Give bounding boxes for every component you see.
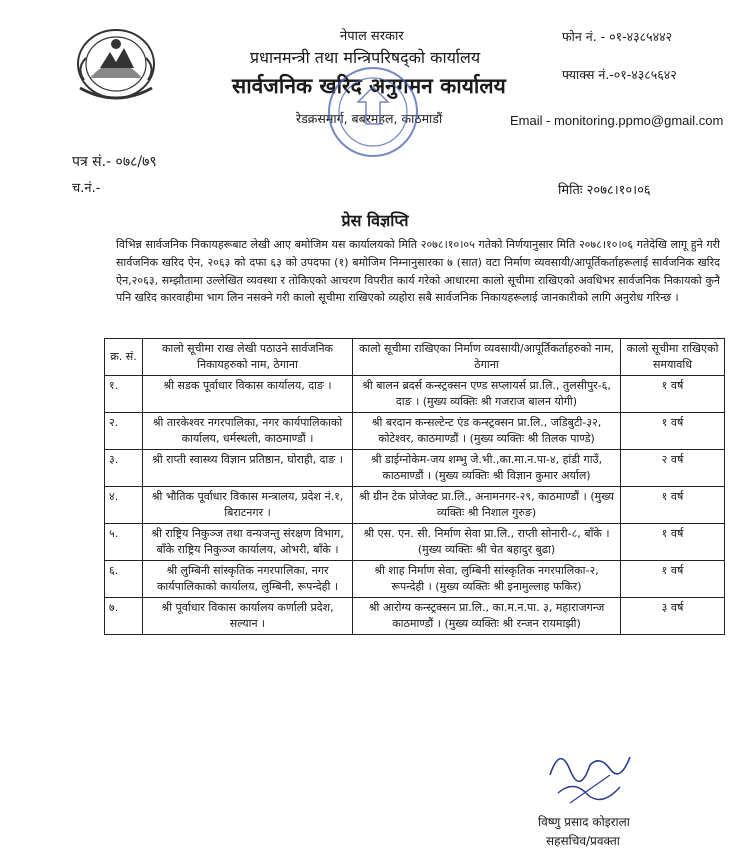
- serial-number: ७.: [105, 598, 143, 635]
- signatory-name: विष्णु प्रसाद कोइराला: [538, 815, 630, 829]
- table-row: [105, 413, 725, 450]
- agency-cell: श्री पूर्वाधार विकास कार्यालय कर्णाली प्रदेश, सल्यान ।: [143, 598, 353, 635]
- signatory-designation: सहसचिव/प्रवक्ता: [546, 834, 620, 848]
- office-stamp: [318, 62, 428, 162]
- table-row: [105, 487, 725, 524]
- table-row: [105, 450, 725, 487]
- column-header-agency: कालो सूचीमा राख लेखी पठाउने सार्वजनिक निकायहरुको नाम, ठेगाना: [143, 339, 353, 376]
- firm-cell: श्री आरोग्य कन्स्ट्रक्सन प्रा.लि., का.म.न.पा. ३, महाराजगन्ज काठमाण्डौं । (मुख्य व्यक्तिः श्री रन्जन रायमाझी): [353, 598, 621, 635]
- phone-number: फोन नं. - ०१-४३८५४४२: [562, 29, 673, 44]
- agency-cell: श्री लुम्बिनी सांस्कृतिक नगरपालिका, नगर कार्यपालिकाको कार्यालय, लुम्बिनी, रूपन्देही ।: [143, 561, 353, 598]
- table-header-row: [105, 339, 725, 376]
- reference-number: पत्र सं.- ०७८/७९: [72, 154, 157, 170]
- dispatch-number: च.नं.-: [72, 181, 101, 196]
- email-address: Email - monitoring.ppmo@gmail.com: [510, 113, 724, 128]
- blacklist-table: [104, 338, 725, 635]
- firm-cell: श्री ग्रीन टेक प्रोजेक्ट प्रा.लि., अनामनगर-२९, काठमाण्डौं । (मुख्य व्यक्तिः श्री निशाल गुरुङ): [353, 487, 621, 524]
- column-header-serial: क्र. सं.: [105, 339, 143, 376]
- agency-cell: श्री सडक पूर्वाधार विकास कार्यालय, दाङ ।: [143, 376, 353, 413]
- serial-number: ५.: [105, 524, 143, 561]
- period-cell: १ वर्ष: [621, 376, 725, 413]
- column-header-period: कालो सूचीमा राखिएको समयावधि: [621, 339, 725, 376]
- letter-date: मितिः २०७८।१०।०६: [558, 183, 651, 198]
- serial-number: १.: [105, 376, 143, 413]
- period-cell: १ वर्ष: [621, 524, 725, 561]
- handwritten-signature: [540, 735, 640, 813]
- period-cell: १ वर्ष: [621, 487, 725, 524]
- period-cell: २ वर्ष: [621, 450, 725, 487]
- agency-cell: श्री तारकेश्वर नगरपालिका, नगर कार्यपालिकाको कार्यालय, धर्मस्थली, काठमाण्डौं ।: [143, 413, 353, 450]
- period-cell: ३ वर्ष: [621, 598, 725, 635]
- table-row: [105, 524, 725, 561]
- press-release-heading: प्रेस विज्ञप्ति: [341, 211, 409, 230]
- table-row: [105, 561, 725, 598]
- serial-number: ४.: [105, 487, 143, 524]
- serial-number: २.: [105, 413, 143, 450]
- firm-cell: श्री एस. एन. सी. निर्माण सेवा प्रा.लि., राप्ती सोनारी-८, बाँके । (मुख्य व्यक्तिः श्री चेत बहादुर बुढा): [353, 524, 621, 561]
- firm-cell: श्री शाह निर्माण सेवा, लुम्बिनी सांस्कृतिक नगरपालिका-२, रूपन्देही । (मुख्य व्यक्तिः श्री इनामुल्लाह फकिर): [353, 561, 621, 598]
- period-cell: १ वर्ष: [621, 413, 725, 450]
- firm-cell: श्री बालन ब्रदर्स कन्स्ट्रक्सन एण्ड सप्लायर्स प्रा.लि., तुलसीपुर-६, दाङ । (मुख्य व्यक्तिः श्री गजराज बालन योगी): [353, 376, 621, 413]
- government-name: नेपाल सरकार: [340, 29, 404, 44]
- firm-cell: श्री बरदान कन्सल्टेन्ट एंड कन्स्ट्रक्सन प्रा.लि., जडिबुटी-३२, कोटेश्वर, काठमाण्डौं । (मुख्य व्यक्तिः श्री तिलक पाण्डे): [353, 413, 621, 450]
- column-header-firm: कालो सूचीमा राखिएका निर्माण व्यवसायी/आपूर्तिकर्ताहरुको नाम, ठेगाना: [353, 339, 621, 376]
- office-name: सार्वजनिक खरिद अनुगमन कार्यालय: [232, 74, 506, 98]
- table-row: [105, 598, 725, 635]
- press-release-body: विभिन्न सार्वजनिक निकायहरूबाट लेखी आए बमोजिम यस कार्यालयको मिति २०७८।१०।०५ गतेको निर्णयानुसार मिति २०७८।१०।०६ गतेदेखि लागू हुने गरी सार्वजनिक खरिद ऐन, २०६३ को दफा ६३ को उपदफा (१) बमोजिम निम्नानुसारका ७ (सात) वटा निर्माण व्यवसायी/आपूर्तिकर्ताहरूलाई सार्वजनिक खरिद ऐन,२०६३, सम्झौतामा उल्लेखित व्यवस्था र तोकिएको आचरण विपरीत कार्य गरेको आधारमा कालो सूचीमा राखिएको अवधिभर सार्वजनिक निकायको कुनै पनि खरिद कारवाहीमा भाग लिन नसक्ने गरी कालो सूचीमा राखिएको व्यहोरा सबै सार्वजनिक निकायहरूलाई जानकारीको लागि अनुरोध गरिन्छ ।: [116, 238, 720, 305]
- agency-cell: श्री राष्ट्रिय निकुञ्ज तथा वन्यजन्तु संरक्षण विभाग, बाँके राष्ट्रिय निकुञ्ज कार्यालय, ओभरी, बाँके ।: [143, 524, 353, 561]
- fax-number: फ्याक्स नं.-०१-४३८५६४२: [562, 67, 677, 82]
- serial-number: ६.: [105, 561, 143, 598]
- parent-office-name: प्रधानमन्त्री तथा मन्त्रिपरिषद्को कार्यालय: [250, 48, 481, 67]
- nepal-emblem-logo: [70, 18, 162, 106]
- table-row: [105, 376, 725, 413]
- period-cell: १ वर्ष: [621, 561, 725, 598]
- office-address: रेडक्रसमार्ग, बबरमहल, काठमाडौं: [296, 111, 443, 126]
- firm-cell: श्री डाईग्नोकेम-जय शम्भु जे.भी.,का.मा.न.पा-४, हांडी गाउँ, काठमाण्डौं । (मुख्य व्यक्तिः श्री विज्ञान कुमार अर्याल): [353, 450, 621, 487]
- serial-number: ३.: [105, 450, 143, 487]
- agency-cell: श्री राप्ती स्वास्थ्य विज्ञान प्रतिष्ठान, घोराही, दाङ ।: [143, 450, 353, 487]
- agency-cell: श्री भौतिक पूर्वाधार विकास मन्त्रालय, प्रदेश नं.१, बिराटनगर ।: [143, 487, 353, 524]
